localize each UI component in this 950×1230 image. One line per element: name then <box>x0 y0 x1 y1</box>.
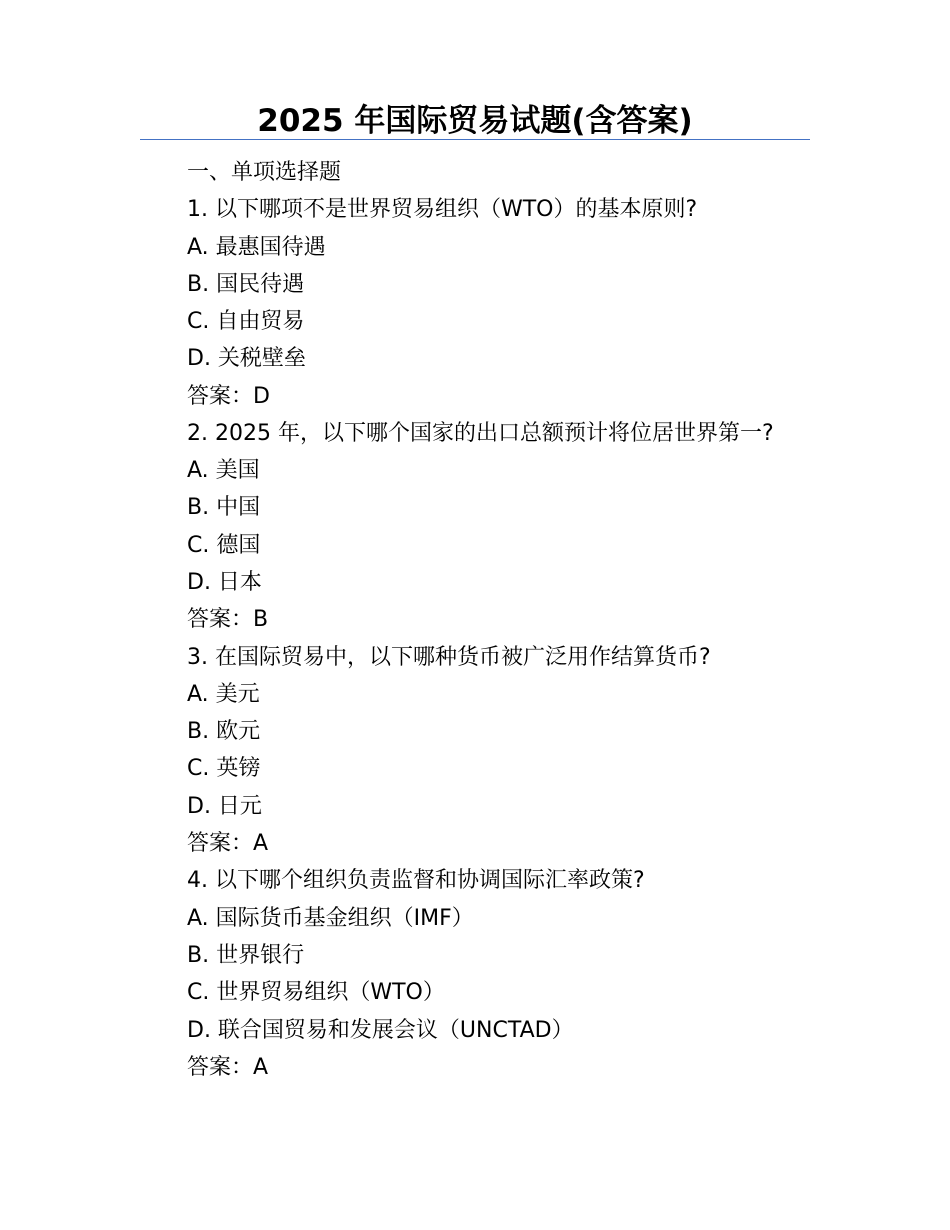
option-c: C. 英镑 <box>187 756 261 782</box>
option-a: A. 美国 <box>187 458 260 484</box>
title-underline <box>140 139 810 140</box>
option-d: D. 日本 <box>187 569 262 595</box>
option-d: D. 日元 <box>187 793 262 819</box>
question-block-2 <box>140 415 810 638</box>
option-d: D. 联合国贸易和发展会议（UNCTAD） <box>187 1017 574 1043</box>
document-body <box>140 154 810 1086</box>
question-text: 4. 以下哪个组织负责监督和协调国际汇率政策? <box>187 868 645 894</box>
answer-text: 答案：A <box>187 1054 269 1080</box>
option-c: C. 自由贸易 <box>187 309 305 335</box>
option-b: B. 国民待遇 <box>187 271 305 297</box>
option-b: B. 世界银行 <box>187 942 305 968</box>
option-d: D. 关税壁垒 <box>187 346 306 372</box>
question-text: 1. 以下哪项不是世界贸易组织（WTO）的基本原则? <box>187 197 698 223</box>
answer-text: 答案：D <box>187 383 270 409</box>
question-text: 2. 2025 年，以下哪个国家的出口总额预计将位居世界第一? <box>187 420 774 446</box>
option-a: A. 最惠国待遇 <box>187 234 326 260</box>
answer-text: 答案：A <box>187 831 269 857</box>
section-heading: 一、单项选择题 <box>187 160 342 185</box>
option-c: C. 世界贸易组织（WTO） <box>187 980 445 1006</box>
option-b: B. 中国 <box>187 495 261 521</box>
question-text: 3. 在国际贸易中，以下哪种货币被广泛用作结算货币? <box>187 644 711 670</box>
option-a: A. 国际货币基金组织（IMF） <box>187 905 474 931</box>
question-block-4 <box>140 862 810 1086</box>
answer-text: 答案：B <box>187 607 269 633</box>
question-block-1 <box>140 191 810 415</box>
question-block-3 <box>140 639 810 863</box>
option-a: A. 美元 <box>187 681 260 707</box>
option-b: B. 欧元 <box>187 719 261 745</box>
option-c: C. 德国 <box>187 532 261 558</box>
document-title: 2025 年国际贸易试题(含答案) <box>257 103 693 139</box>
